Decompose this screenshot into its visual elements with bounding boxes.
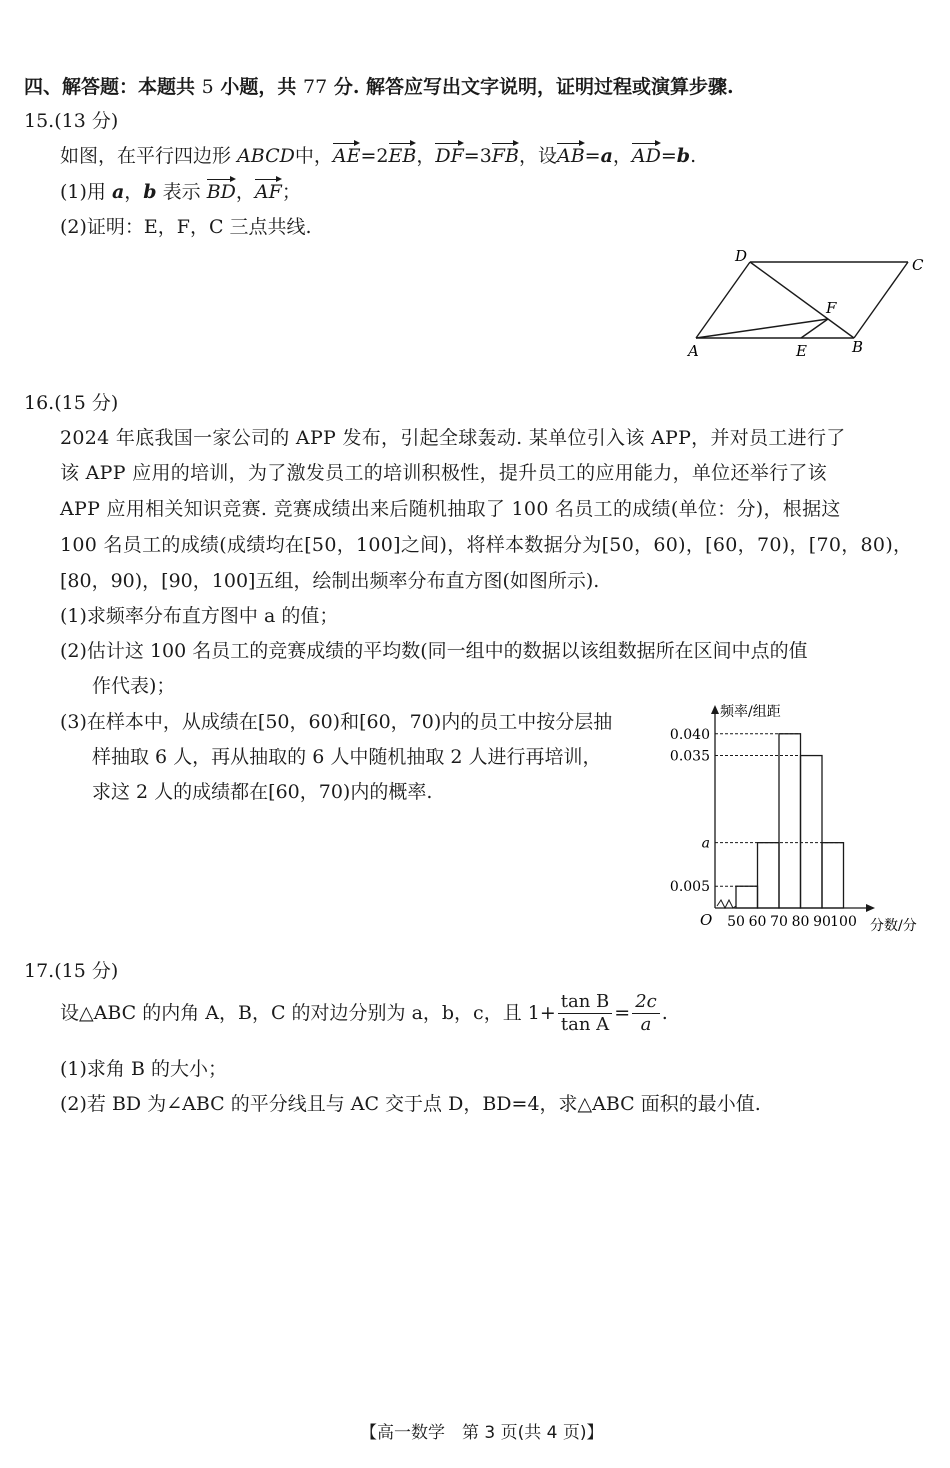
q15-statement: 如图，在平行四边形 ABCD中，AE=2EB，DF=3FB，设AB=a，AD=b. — [60, 145, 697, 167]
x-tick-label: 60 — [748, 914, 767, 930]
vector-AB: AB — [556, 145, 585, 167]
q16-line-3: APP 应用相关知识竞赛. 竞赛成绩出来后随机抽取了 100 名员工的成绩(单位：分)，根据这 — [60, 498, 841, 520]
q16-part2-line2: 作代表)； — [92, 675, 176, 697]
histogram-bar — [779, 734, 801, 908]
q16-part3-line3: 求这 2 人的成绩都在[60，70)内的概率. — [92, 781, 433, 803]
y-tick-label: 0.005 — [669, 879, 710, 896]
q16-line-5: [80，90)，[90，100]五组，绘制出频率分布直方图(如图所示). — [60, 570, 600, 592]
y-tick-label: 0.035 — [669, 748, 710, 765]
y-axis-label: 频率/组距 — [720, 704, 781, 720]
x-tick-label: 90 — [813, 914, 831, 930]
label-B: B — [852, 338, 864, 356]
q16-line-1: 2024 年底我国一家公司的 APP 发布，引起全球轰动. 某单位引入该 APP，并对员工进行了 — [60, 427, 846, 449]
q17-points: (15 分) — [54, 960, 119, 982]
vector-AD: AD — [631, 145, 661, 167]
label-C: C — [912, 256, 924, 274]
q16-part3-line1: (3)在样本中，从成绩在[50，60)和[60，70)内的员工中按分层抽 — [60, 711, 613, 733]
axis-break-zigzag — [717, 900, 736, 908]
q16-header — [24, 394, 118, 413]
x-tick-label: 70 — [770, 914, 788, 930]
q16-part3-line2: 样抽取 6 人，再从抽取的 6 人中随机抽取 2 人进行再培训， — [92, 746, 602, 768]
segment-DB — [750, 262, 854, 338]
fraction-2c-a: $\frac{2c}{a}$ — [632, 993, 660, 1034]
fraction-tanB-tanA: $\frac{\text{tan B}}{\text{tan A}}$ — [558, 993, 613, 1034]
vector-FB: FB — [491, 145, 519, 167]
segment-BC — [854, 262, 908, 338]
q17-number: 17. — [24, 960, 55, 982]
vector-AE: AE — [332, 145, 361, 167]
y-tick-label: a — [701, 835, 710, 852]
x-tick-label: 80 — [791, 914, 810, 930]
q16-points: (15 分) — [54, 392, 119, 414]
frequency-histogram — [660, 700, 940, 940]
q17-part2: (2)若 BD 为∠ABC 的平分线且与 AC 交于点 D，BD=4，求△ABC 面积的最小值. — [60, 1093, 761, 1115]
x-tick-label: 100 — [830, 914, 857, 930]
q15-number: 15. — [24, 110, 55, 132]
histogram-bar — [736, 886, 758, 908]
y-axis-arrow — [711, 705, 719, 714]
origin-label: O — [700, 911, 713, 929]
q16-number: 16. — [24, 392, 55, 414]
q15-header — [24, 112, 118, 131]
segment-DA — [696, 262, 750, 338]
page-footer: 【高一数学 第 3 页(共 4 页)】 — [360, 1423, 604, 1443]
vector-EB: EB — [388, 145, 417, 167]
y-tick-label: 0.040 — [669, 726, 710, 743]
section-heading: 四、解答题：本题共 5 小题，共 77 分. 解答应写出文字说明，证明过程或演算步骤. — [24, 76, 734, 98]
q15-part2: (2)证明：E，F，C 三点共线. — [60, 216, 312, 238]
label-D: D — [735, 247, 748, 265]
q16-line-2: 该 APP 应用的培训，为了激发员工的培训积极性，提升员工的应用能力，单位还举行了该 — [60, 462, 827, 484]
label-E: E — [796, 342, 807, 360]
vector-BD: BD — [206, 181, 236, 203]
histogram-bar — [758, 843, 780, 908]
label-A: A — [688, 342, 699, 360]
x-tick-label: 50 — [727, 914, 745, 930]
x-axis-arrow — [866, 904, 875, 912]
vector-AF: AF — [254, 181, 282, 203]
histogram-bar — [822, 843, 844, 908]
q15-part1: (1)用 a，b 表示 BD，AF； — [60, 181, 301, 203]
q15-points: (13 分) — [54, 110, 119, 132]
label-F: F — [826, 299, 837, 317]
q17-part1: (1)求角 B 的大小； — [60, 1058, 227, 1080]
segment-AF — [696, 319, 828, 338]
q17-statement: 设△ABC 的内角 A，B，C 的对边分别为 a，b，c，且 1+ $\frac{\text{tan B}}{\text{tan A}}$ = $\frac{2c}{a}$ . — [60, 991, 668, 1035]
parallelogram-figure — [680, 240, 940, 365]
x-axis-label: 分数/分 — [870, 918, 917, 934]
q16-part2-line1: (2)估计这 100 名员工的竞赛成绩的平均数(同一组中的数据以该组数据所在区间中点的值 — [60, 640, 808, 662]
vector-DF: DF — [435, 145, 464, 167]
histogram-bar — [801, 756, 823, 908]
q16-part1: (1)求频率分布直方图中 a 的值； — [60, 605, 339, 627]
q16-line-4: 100 名员工的成绩(成绩均在[50，100]之间)，将样本数据分为[50，60)，[60，70)，[70，80)， — [60, 534, 913, 556]
q17-header — [24, 962, 118, 981]
